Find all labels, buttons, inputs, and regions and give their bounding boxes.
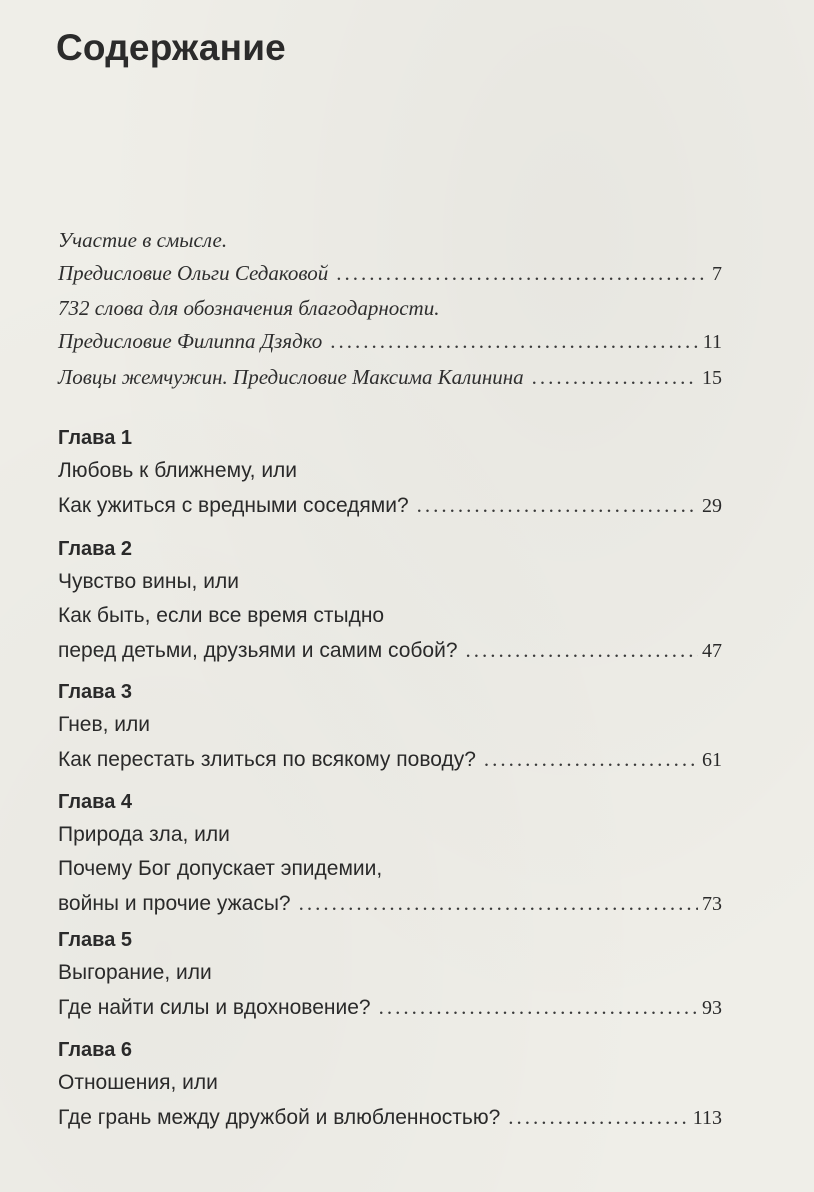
- chapter-entry: [58, 533, 722, 668]
- page-number: 11: [702, 331, 722, 353]
- chapter-subtitle: Любовь к ближнему, или: [58, 459, 298, 482]
- chapter-subtitle: Как быть, если все время стыдно: [58, 604, 385, 627]
- page-title: Содержание: [56, 27, 286, 68]
- chapter-subtitle: Гнев, или: [58, 713, 151, 736]
- dot-leader: [336, 257, 708, 290]
- dot-leader: [299, 886, 698, 920]
- chapter-line: [58, 708, 722, 742]
- chapter-title: перед детьми, друзьями и самим собой?: [58, 639, 458, 662]
- chapter-line: [58, 956, 722, 990]
- chapter-last-line: [58, 633, 722, 668]
- preface-author: Предисловие Филиппа Дзядко: [58, 329, 323, 353]
- preface-entry: [58, 361, 722, 395]
- page-number: 61: [702, 749, 722, 771]
- chapter-line: [58, 852, 722, 886]
- preface-title-line: [58, 224, 722, 257]
- chapter-last-line: [58, 990, 722, 1025]
- chapter-entry: [58, 422, 722, 523]
- chapter-last-line: [58, 886, 722, 921]
- dot-leader: [417, 488, 698, 522]
- chapter-title: Как перестать злиться по всякому поводу?: [58, 748, 476, 771]
- chapter-line: [58, 1066, 722, 1100]
- dot-leader: [330, 325, 698, 358]
- preface-title-line: [58, 292, 722, 325]
- chapter-label: Глава 1: [58, 427, 133, 449]
- dot-leader: [379, 990, 698, 1024]
- chapter-subtitle: Чувство вины, или: [58, 570, 239, 593]
- preface-entry: [58, 292, 722, 359]
- chapter-label: Глава 4: [58, 791, 133, 813]
- preface-title: Ловцы жемчужин. Предисловие Максима Калинина: [58, 365, 524, 389]
- chapter-entry: [58, 786, 722, 921]
- chapter-entry: [58, 676, 722, 777]
- chapter-last-line: [58, 488, 722, 523]
- preface-author-line: [58, 257, 722, 291]
- chapter-line: [58, 818, 722, 852]
- dot-leader: [532, 361, 698, 394]
- chapter-entry: [58, 1034, 722, 1135]
- page-number: 113: [692, 1107, 722, 1129]
- preface-title: Участие в смысле.: [58, 228, 228, 252]
- chapter-last-line: [58, 742, 722, 777]
- chapter-subtitle: Почему Бог допускает эпидемии,: [58, 857, 383, 880]
- preface-title-line: [58, 361, 722, 395]
- chapter-label: Глава 5: [58, 929, 133, 951]
- chapter-entry: [58, 924, 722, 1025]
- chapter-last-line: [58, 1100, 722, 1135]
- chapter-label: Глава 2: [58, 538, 133, 560]
- page-number: 93: [702, 997, 722, 1019]
- preface-author-line: [58, 325, 722, 359]
- chapter-line: [58, 454, 722, 488]
- dot-leader: [508, 1100, 688, 1134]
- chapter-subtitle: Природа зла, или: [58, 823, 230, 846]
- page-number: 7: [712, 263, 722, 285]
- preface-entry: [58, 224, 722, 291]
- chapter-title: Как ужиться с вредными соседями?: [58, 494, 409, 517]
- chapter-title: Где найти силы и вдохновение?: [58, 996, 371, 1019]
- preface-author: Предисловие Ольги Седаковой: [58, 261, 329, 285]
- chapter-subtitle: Отношения, или: [58, 1071, 218, 1094]
- page-number: 73: [702, 893, 722, 915]
- chapter-line: [58, 565, 722, 599]
- chapter-label: Глава 6: [58, 1039, 133, 1061]
- page-number: 15: [702, 367, 722, 389]
- page-number: 29: [702, 495, 722, 517]
- dot-leader: [466, 633, 698, 667]
- chapter-title: Где грань между дружбой и влюбленностью?: [58, 1106, 501, 1129]
- chapter-title: войны и прочие ужасы?: [58, 892, 291, 915]
- dot-leader: [484, 742, 698, 776]
- chapter-subtitle: Выгорание, или: [58, 961, 212, 984]
- chapter-label: Глава 3: [58, 681, 133, 703]
- page-number: 47: [702, 640, 722, 662]
- preface-title: 732 слова для обозначения благодарности.: [58, 296, 440, 320]
- chapter-line: [58, 599, 722, 633]
